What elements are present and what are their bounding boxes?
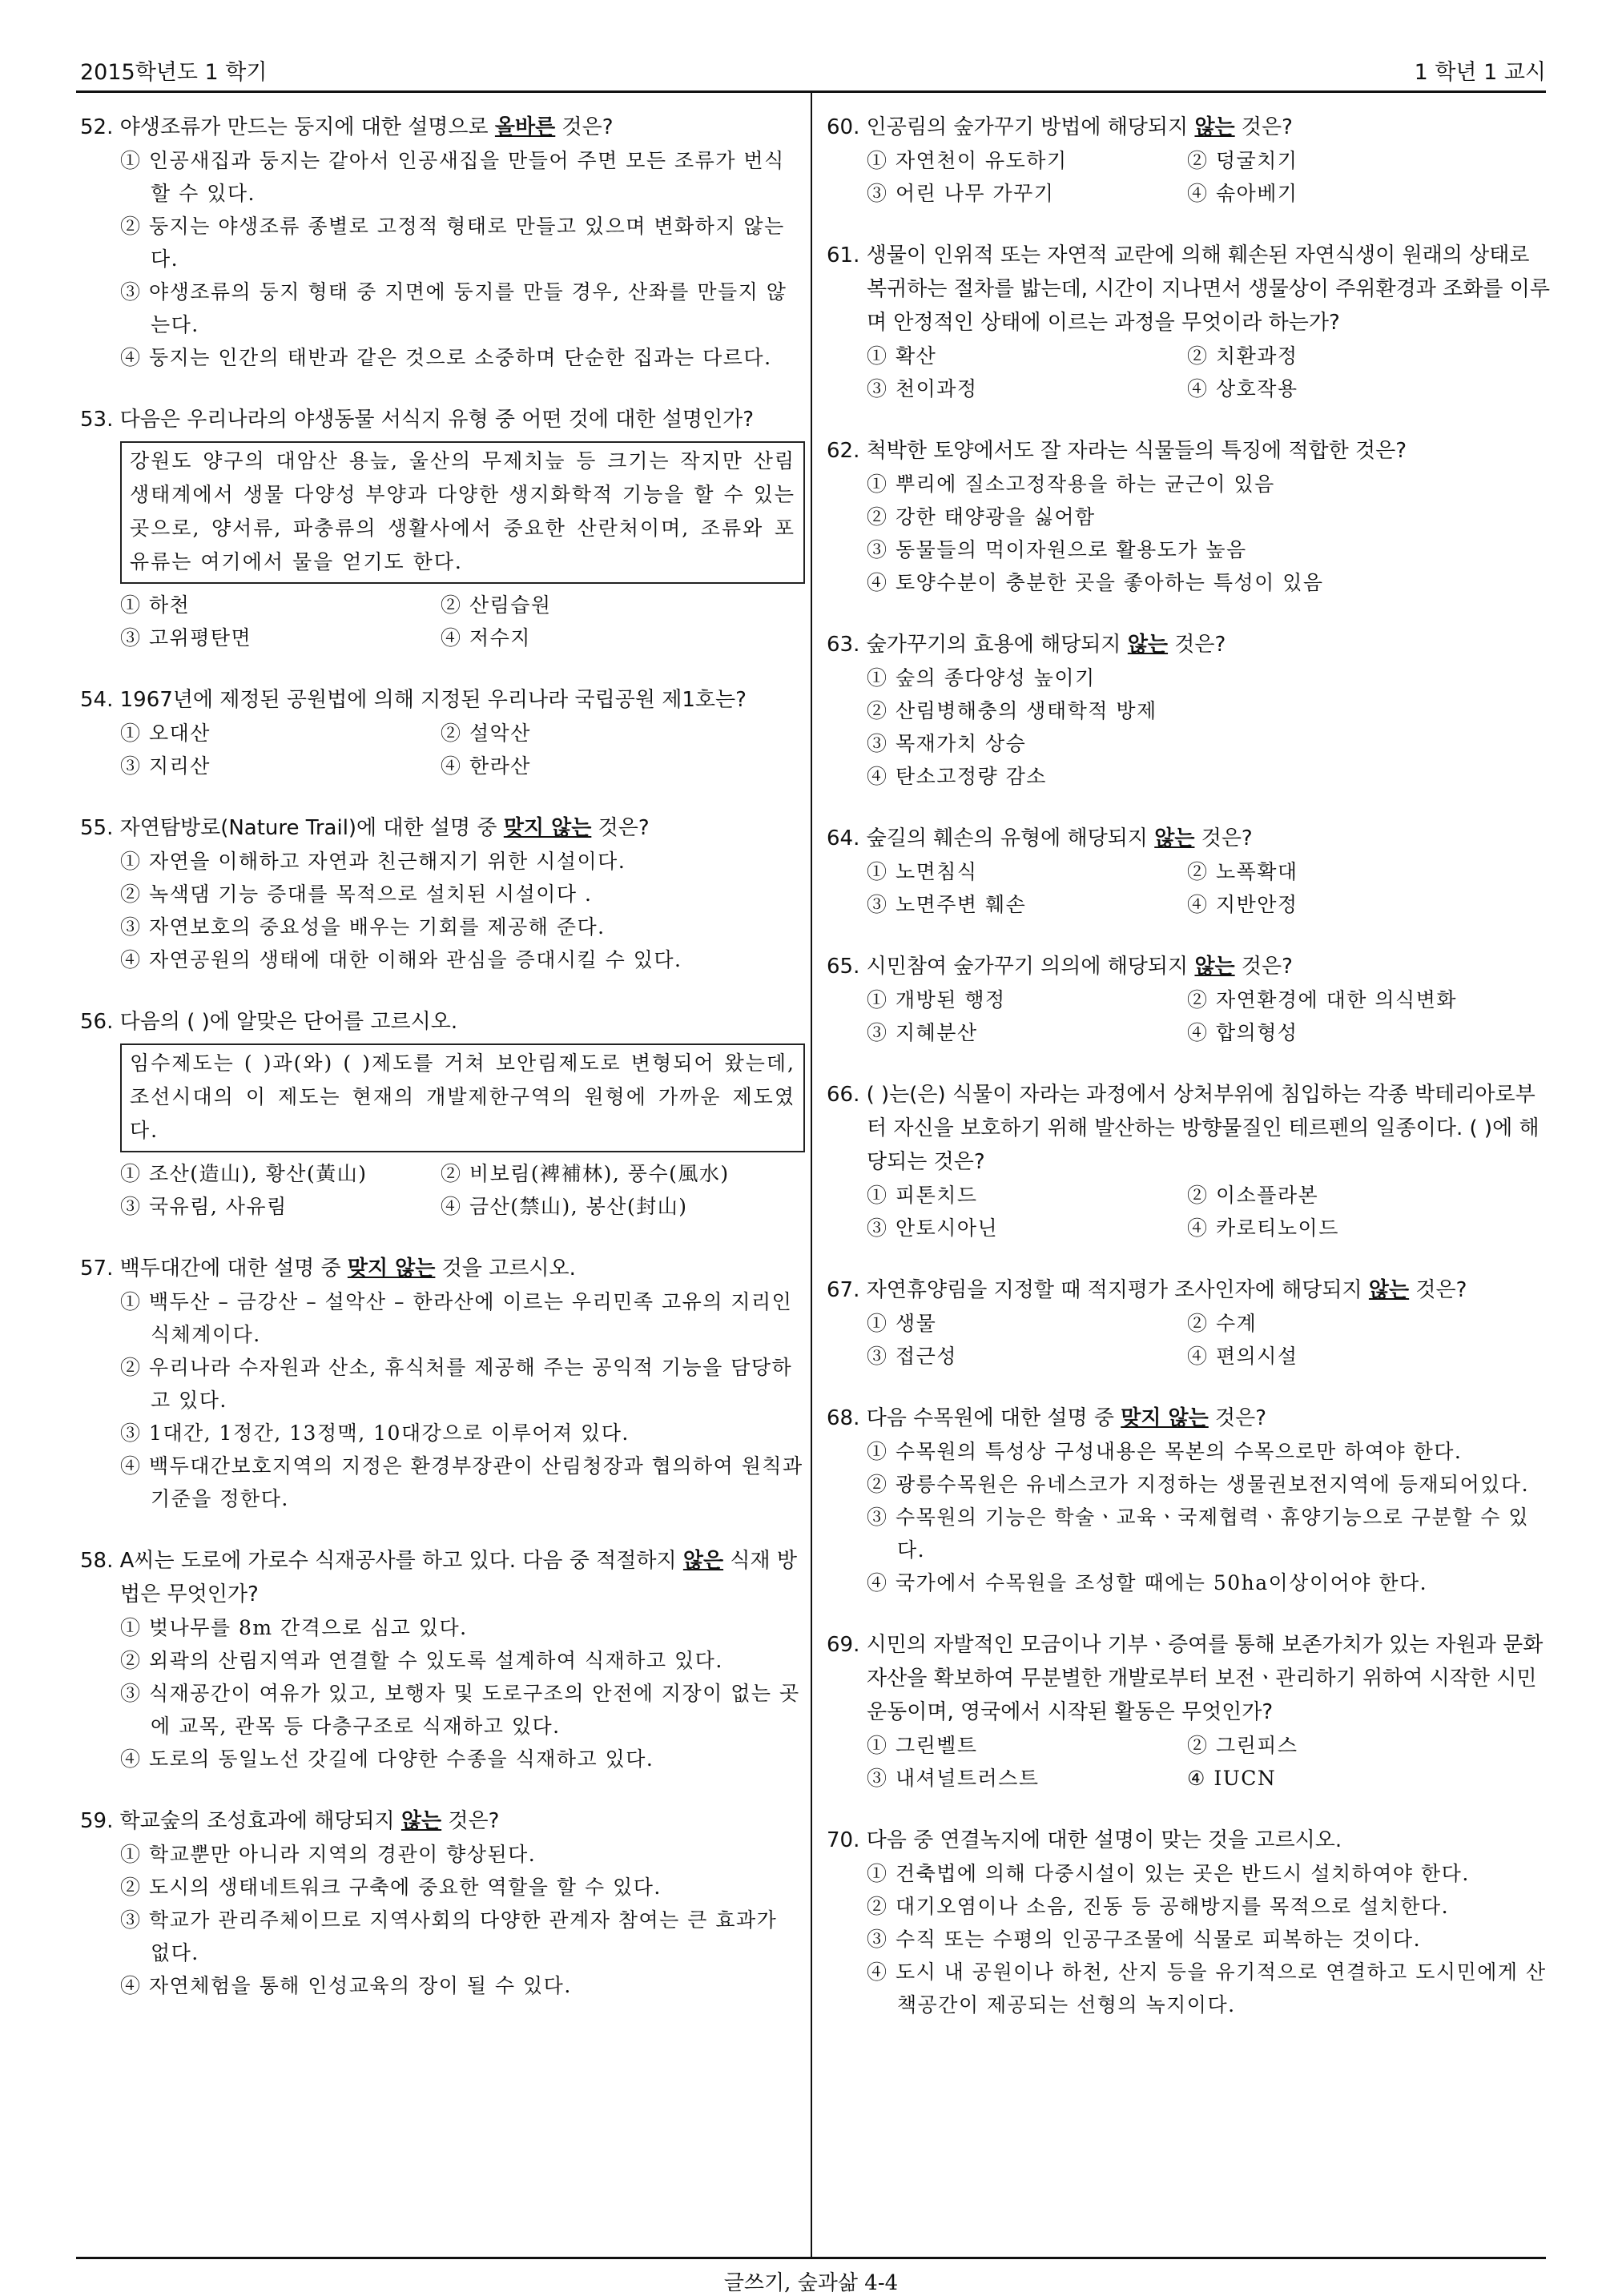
option-4[interactable]: ④ 지반안정 <box>1187 893 1298 916</box>
option-4[interactable]: ④ 한라산 <box>441 754 531 778</box>
options-grid <box>867 1729 1552 1795</box>
option-3[interactable]: ③ 어린 나무 가꾸기 <box>867 182 1055 205</box>
question-68 <box>827 1401 1552 1599</box>
option-2[interactable]: ② 대기오염이나 소음, 진동 등 공해방지를 목적으로 설치한다. <box>867 1895 1450 1918</box>
option-3[interactable]: ③ 수직 또는 수평의 인공구조물에 식물로 피복하는 것이다. <box>867 1928 1422 1951</box>
option-2[interactable]: ② 수계 <box>1187 1312 1258 1335</box>
emphasis: 올바른 <box>494 115 556 139</box>
option-2[interactable]: ② 외곽의 산림지역과 연결할 수 있도록 설계하여 식재하고 있다. <box>120 1649 723 1672</box>
option-4[interactable]: ④ 자연공원의 생태에 대한 이해와 관심을 증대시킬 수 있다. <box>120 948 682 971</box>
question-61 <box>827 239 1552 405</box>
option-2[interactable]: ② 이소플라본 <box>1187 1184 1319 1207</box>
header-semester: 2015학년도 1 학기 <box>80 60 268 85</box>
option-4[interactable]: ④ 저수지 <box>441 626 531 649</box>
option-4[interactable]: ④ 합의형성 <box>1187 1021 1298 1044</box>
option-4[interactable]: ④ 백두대간보호지역의 지정은 환경부장관이 산림청장과 협의하여 원칙과 기준을 정한다. <box>120 1454 803 1510</box>
option-4[interactable]: ④ 금산(禁山), 봉산(封山) <box>441 1195 688 1218</box>
option-2[interactable]: ② 덩굴치기 <box>1187 149 1298 172</box>
question-70 <box>827 1824 1552 2021</box>
option-2[interactable]: ② 노폭확대 <box>1187 860 1298 883</box>
question-stem: 61. 생물이 인위적 또는 자연적 교란에 의해 훼손된 자연식생이 원래의 상태로 복귀하는 절차를 밟는데, 시간이 지나면서 생물상이 주위환경과 조화를 이루며 안정적인 상태에 이르는 과정을 무엇이라 하는가? <box>827 243 1550 335</box>
question-64 <box>827 822 1552 921</box>
option-3[interactable]: ③ 식재공간이 여유가 있고, 보행자 및 도로구조의 안전에 지장이 없는 곳에 교목, 관목 등 다층구조로 식재하고 있다. <box>120 1682 800 1738</box>
question-stem: 68. 다음 수목원에 대한 설명 중 맞지 않는 것은? <box>827 1406 1267 1430</box>
question-stem: 62. 척박한 토양에서도 잘 자라는 식물들의 특징에 적합한 것은? <box>827 439 1407 463</box>
passage-box: 임수제도는 ( )과(와) ( )제도를 거쳐 보안림제도로 변형되어 왔는데, 조선시대의 이 제도는 현재의 개발제한구역의 원형에 가까운 제도였다. <box>120 1043 805 1152</box>
question-stem: 63. 숲가꾸기의 효용에 해당되지 않는 것은? <box>827 633 1226 657</box>
question-stem: 60. 인공림의 숲가꾸기 방법에 해당되지 않는 것은? <box>827 115 1293 139</box>
options-grid <box>867 340 1552 405</box>
question-66 <box>827 1078 1552 1245</box>
option-4[interactable]: ④ 국가에서 수목원을 조성할 때에는 50ha이상이어야 한다. <box>867 1571 1428 1594</box>
footer-rule <box>76 2257 1546 2259</box>
option-2[interactable]: ② 자연환경에 대한 의식변화 <box>1187 988 1457 1011</box>
emphasis: 맞지 않는 <box>347 1257 436 1281</box>
option-1[interactable]: ① 그린벨트 <box>867 1734 978 1757</box>
question-stem: 53. 다음은 우리나라의 야생동물 서식지 유형 중 어떤 것에 대한 설명인가? <box>80 408 755 432</box>
option-3[interactable]: ③ 야생조류의 둥지 형태 중 지면에 둥지를 만들 경우, 산좌를 만들지 않는다. <box>120 280 787 336</box>
option-3[interactable]: ③ 지리산 <box>120 754 211 778</box>
question-stem: 65. 시민참여 숲가꾸기 의의에 해당되지 않는 것은? <box>827 955 1293 979</box>
question-60 <box>827 111 1552 210</box>
question-stem: 69. 시민의 자발적인 모금이나 기부ㆍ증여를 통해 보존가치가 있는 자원과 문화자산을 확보하여 무분별한 개발로부터 보전ㆍ관리하기 위하여 시작한 시민운동이며, 영국에서 시작된 활동은 무엇인가? <box>827 1633 1544 1724</box>
emphasis: 맞지 않는 <box>1121 1406 1209 1430</box>
option-3[interactable]: ③ 동물들의 먹이자원으로 활용도가 높음 <box>867 538 1247 561</box>
question-69 <box>827 1628 1552 1795</box>
question-59 <box>80 1804 805 2002</box>
passage-box: 강원도 양구의 대암산 용늪, 울산의 무제치늪 등 크기는 작지만 산림생태계에서 생물 다양성 부양과 다양한 생지화학적 기능을 할 수 있는 곳으로, 양서류, 파충류의 생활사에서 중요한 산란처이며, 조류와 포유류는 여기에서 물을 얻기도 한다. <box>120 441 805 584</box>
option-4[interactable]: ④ IUCN <box>1187 1767 1277 1790</box>
option-1[interactable]: ① 생물 <box>867 1312 937 1335</box>
option-1[interactable]: ① 학교뿐만 아니라 지역의 경관이 향상된다. <box>120 1843 537 1866</box>
option-2[interactable]: ② 그린피스 <box>1187 1734 1298 1757</box>
option-1[interactable]: ① 자연천이 유도하기 <box>867 149 1068 172</box>
emphasis: 않은 <box>682 1549 724 1573</box>
option-4[interactable]: ④ 카로티노이드 <box>1187 1216 1339 1240</box>
page-header <box>80 54 1546 90</box>
option-3[interactable]: ③ 1대간, 1정간, 13정맥, 10대강으로 이루어져 있다. <box>120 1421 630 1445</box>
option-1[interactable]: ① 오대산 <box>120 722 211 745</box>
option-3[interactable]: ③ 지혜분산 <box>867 1021 978 1044</box>
options-grid <box>120 1157 805 1223</box>
option-3[interactable]: ③ 내셔널트러스트 <box>867 1767 1040 1790</box>
option-1[interactable]: ① 하천 <box>120 593 191 617</box>
option-3[interactable]: ③ 국유림, 사유림 <box>120 1195 288 1218</box>
option-4[interactable]: ④ 토양수분이 충분한 곳을 좋아하는 특성이 있음 <box>867 571 1324 594</box>
options-grid <box>867 855 1552 921</box>
option-4[interactable]: ④ 도시 내 공원이나 하천, 산지 등을 유기적으로 연결하고 도시민에게 산책공간이 제공되는 선형의 녹지이다. <box>867 1960 1547 2017</box>
option-3[interactable]: ③ 학교가 관리주체이므로 지역사회의 다양한 관계자 참여는 큰 효과가 없다. <box>120 1908 778 1964</box>
option-1[interactable]: ① 인공새집과 둥지는 같아서 인공새집을 만들어 주면 모든 조류가 번식할 수 있다. <box>120 149 785 205</box>
question-57 <box>80 1252 805 1515</box>
emphasis: 맞지 않는 <box>503 816 592 840</box>
option-2[interactable]: ② 우리나라 수자원과 산소, 휴식처를 제공해 주는 공익적 기능을 담당하고 있다. <box>120 1356 793 1412</box>
option-3[interactable]: ③ 접근성 <box>867 1345 957 1368</box>
emphasis: 않는 <box>1194 955 1235 979</box>
option-2[interactable]: ② 비보림(裨補林), 풍수(風水) <box>441 1162 730 1185</box>
option-2[interactable]: ② 강한 태양광을 싫어함 <box>867 505 1096 529</box>
option-3[interactable]: ③ 목재가치 상승 <box>867 732 1027 755</box>
options-grid <box>867 1179 1552 1245</box>
question-55 <box>80 811 805 976</box>
question-stem: 59. 학교숲의 조성효과에 해당되지 않는 것은? <box>80 1809 500 1833</box>
option-2[interactable]: ② 설악산 <box>441 722 531 745</box>
option-2[interactable]: ② 산림습원 <box>441 593 552 617</box>
option-3[interactable]: ③ 안토시아닌 <box>867 1216 999 1240</box>
option-3[interactable]: ③ 자연보호의 중요성을 배우는 기회를 제공해 준다. <box>120 915 606 939</box>
question-63 <box>827 628 1552 793</box>
option-2[interactable]: ② 녹색댐 기능 증대를 목적으로 설치된 시설이다 . <box>120 883 593 906</box>
option-2[interactable]: ② 치환과정 <box>1187 344 1298 368</box>
emphasis: 않는 <box>1368 1278 1410 1302</box>
options-grid <box>867 1307 1552 1373</box>
option-4[interactable]: ④ 탄소고정량 감소 <box>867 765 1047 788</box>
options-grid <box>867 144 1552 210</box>
option-2[interactable]: ② 산림병해충의 생태학적 방제 <box>867 699 1157 722</box>
question-stem: 66. ( )는(은) 식물이 자라는 과정에서 상처부위에 침입하는 각종 박테리아로부터 자신을 보호하기 위해 발산하는 방향물질인 테르펜의 일종이다. ( )에 해당되는 것은? <box>827 1083 1539 1174</box>
option-1[interactable]: ① 수목원의 특성상 구성내용은 목본의 수목으로만 하여야 한다. <box>867 1440 1463 1463</box>
emphasis: 않는 <box>1194 115 1235 139</box>
question-58 <box>80 1544 805 1775</box>
option-3[interactable]: ③ 고위평탄면 <box>120 626 252 649</box>
option-3[interactable]: ③ 수목원의 기능은 학술ㆍ교육ㆍ국제협력ㆍ휴양기능으로 구분할 수 있다. <box>867 1506 1530 1562</box>
question-stem: 70. 다음 중 연결녹지에 대한 설명이 맞는 것을 고르시오. <box>827 1828 1342 1852</box>
question-stem: 54. 1967년에 제정된 공원법에 의해 지정된 우리나라 국립공원 제1호는? <box>80 688 747 712</box>
option-4[interactable]: ④ 상호작용 <box>1187 377 1298 400</box>
option-1[interactable]: ① 조산(造山), 황산(黃山) <box>120 1162 368 1185</box>
option-1[interactable]: ① 백두산 – 금강산 – 설악산 – 한라산에 이르는 우리민족 고유의 지리인식체계이다. <box>120 1290 793 1346</box>
option-1[interactable]: ① 건축법에 의해 다중시설이 있는 곳은 반드시 설치하여야 한다. <box>867 1862 1470 1885</box>
emphasis: 않는 <box>400 1809 442 1833</box>
option-1[interactable]: ① 확산 <box>867 344 937 368</box>
question-67 <box>827 1273 1552 1373</box>
question-54 <box>80 683 805 782</box>
question-stem: 52. 야생조류가 만드는 둥지에 대한 설명으로 올바른 것은? <box>80 115 614 139</box>
option-1[interactable]: ① 숲의 종다양성 높이기 <box>867 666 1096 690</box>
option-1[interactable]: ① 피톤치드 <box>867 1184 978 1207</box>
emphasis: 않는 <box>1154 826 1195 850</box>
column-divider <box>811 92 812 2258</box>
option-2[interactable]: ② 도시의 생태네트워크 구축에 중요한 역할을 할 수 있다. <box>120 1876 662 1899</box>
emphasis: 않는 <box>1127 633 1169 657</box>
question-65 <box>827 950 1552 1049</box>
question-52 <box>80 111 805 374</box>
option-2[interactable]: ② 둥지는 야생조류 종별로 고정적 형태로 만들고 있으며 변화하지 않는다. <box>120 215 785 271</box>
question-stem: 67. 자연휴양림을 지정할 때 적지평가 조사인자에 해당되지 않는 것은? <box>827 1278 1467 1302</box>
options-grid <box>120 717 805 782</box>
question-stem: 57. 백두대간에 대한 설명 중 맞지 않는 것을 고르시오. <box>80 1257 576 1281</box>
question-56 <box>80 1005 805 1223</box>
question-stem: 58. A씨는 도로에 가로수 식재공사를 하고 있다. 다음 중 적절하지 않은 식재 방법은 무엇인가? <box>80 1549 797 1606</box>
option-1[interactable]: ① 벚나무를 8m 간격으로 심고 있다. <box>120 1616 468 1639</box>
option-3[interactable]: ③ 노면주변 훼손 <box>867 893 1027 916</box>
left-column <box>80 111 805 2031</box>
option-1[interactable]: ① 뿌리에 질소고정작용을 하는 균근이 있음 <box>867 472 1275 496</box>
option-4[interactable]: ④ 편의시설 <box>1187 1345 1298 1368</box>
option-4[interactable]: ④ 솎아베기 <box>1187 182 1298 205</box>
option-4[interactable]: ④ 자연체험을 통해 인성교육의 장이 될 수 있다. <box>120 1974 572 1997</box>
page-footer: 글쓰기, 숲과삶 4-4 <box>723 2271 899 2295</box>
option-4[interactable]: ④ 도로의 동일노선 갓길에 다양한 수종을 식재하고 있다. <box>120 1747 654 1771</box>
option-1[interactable]: ① 자연을 이해하고 자연과 친근해지기 위한 시설이다. <box>120 850 626 873</box>
option-2[interactable]: ② 광릉수목원은 유네스코가 지정하는 생물권보전지역에 등재되어있다. <box>867 1473 1530 1496</box>
question-62 <box>827 434 1552 599</box>
option-1[interactable]: ① 개방된 행정 <box>867 988 1006 1011</box>
options-grid <box>120 589 805 654</box>
question-stem: 64. 숲길의 훼손의 유형에 해당되지 않는 것은? <box>827 826 1253 850</box>
option-4[interactable]: ④ 둥지는 인간의 태반과 같은 것으로 소중하며 단순한 집과는 다르다. <box>120 346 772 369</box>
question-53 <box>80 403 805 654</box>
options-grid <box>867 983 1552 1049</box>
header-class-period: 1 학년 1 교시 <box>1414 60 1546 85</box>
option-1[interactable]: ① 노면침식 <box>867 860 978 883</box>
question-stem: 56. 다음의 ( )에 알맞은 단어를 고르시오. <box>80 1010 458 1034</box>
option-3[interactable]: ③ 천이과정 <box>867 377 978 400</box>
right-column <box>827 111 1552 2050</box>
question-stem: 55. 자연탐방로(Nature Trail)에 대한 설명 중 맞지 않는 것은? <box>80 816 650 840</box>
